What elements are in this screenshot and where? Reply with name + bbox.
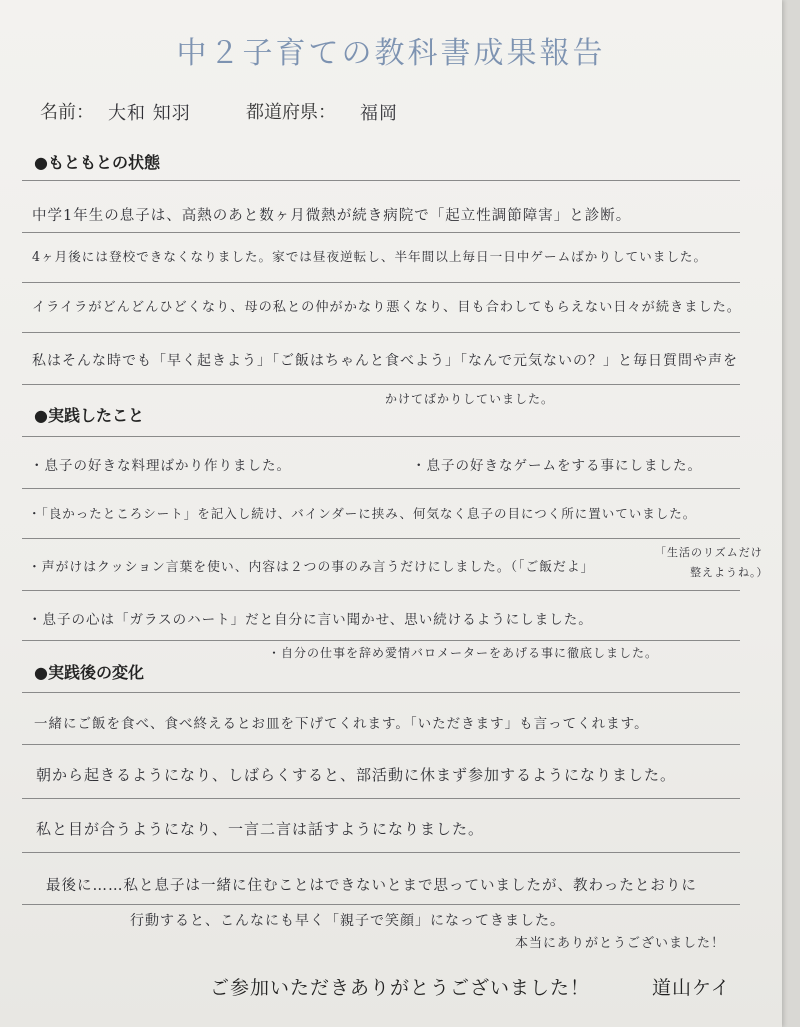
ruled-line xyxy=(22,332,740,333)
ruled-line xyxy=(22,640,740,641)
section-heading-practice: ●実践したこと xyxy=(34,406,144,425)
name-value: 大和 知羽 xyxy=(108,103,191,124)
ruled-line xyxy=(22,852,740,853)
ruled-line xyxy=(22,590,740,591)
ruled-line xyxy=(22,798,740,799)
ruled-line xyxy=(22,232,740,233)
ruled-line xyxy=(22,282,740,283)
handwritten-line: イライラがどんどんひどくなり、母の私との仲がかなり悪くなり、目も合わしてもらえない日々が続きました。 xyxy=(32,300,741,315)
prefecture-value: 福岡 xyxy=(360,103,398,124)
handwritten-line: 私はそんな時でも「早く起きよう」「ご飯はちゃんと食べよう」「なんで元気ないの？」と毎日質問や声を xyxy=(32,353,738,369)
handwritten-line: ・息子の心は「ガラスのハート」だと自分に言い聞かせ、思い続けるようにしました。 xyxy=(28,612,593,628)
ruled-line xyxy=(22,538,740,539)
handwritten-line: ・「良かったところシート」を記入し続け、バインダーに挟み、何気なく息子の目につく所に置いていました。 xyxy=(28,506,697,521)
ruled-line xyxy=(22,904,740,905)
ruled-line xyxy=(22,180,740,181)
handwritten-line: ・息子の好きな料理ばかり作りました。 xyxy=(30,458,291,474)
handwritten-line: ・自分の仕事を辞め愛情バロメーターをあげる事に徹底しました。 xyxy=(268,646,659,660)
handwritten-line: 4ヶ月後には登校できなくなりました。家では昼夜逆転し、半年間以上毎日一日中ゲームばかりしていました。 xyxy=(32,249,708,264)
handwritten-line: 「生活のリズムだけ xyxy=(655,546,763,559)
handwritten-line: かけてばかりしていました。 xyxy=(385,392,555,406)
handwritten-line: 中学1年生の息子は、高熱のあと数ヶ月微熱が続き病院で「起立性調節障害」と診断。 xyxy=(32,208,632,224)
handwritten-line: 整えようね。） xyxy=(690,566,769,579)
handwritten-line: 朝から起きるようになり、しばらくすると、部活動に休まず参加するようになりました。 xyxy=(36,766,677,784)
ruled-line xyxy=(22,488,740,489)
handwritten-line: 最後に……私と息子は一緒に住むことはできないとまで思っていましたが、教わったとおりに xyxy=(46,878,697,894)
handwritten-line: 行動すると、こんなにも早く「親子で笑顔」になってきました。 xyxy=(130,913,565,929)
name-label: 名前： xyxy=(40,102,94,123)
footer-thanks: ご参加いただきありがとうございました！ xyxy=(210,977,591,999)
ruled-line xyxy=(22,692,740,693)
prefecture-label: 都道府県： xyxy=(246,102,336,123)
page-title: 中２子育ての教科書成果報告 xyxy=(176,36,606,71)
section-heading-original-state: ●もともとの状態 xyxy=(34,153,160,172)
section-heading-after-change: ●実践後の変化 xyxy=(34,663,144,682)
footer-author: 道山ケイ xyxy=(652,977,731,999)
ruled-line xyxy=(22,744,740,745)
handwritten-line: 本当にありがとうございました！ xyxy=(515,936,726,951)
handwritten-line: ・息子の好きなゲームをする事にしました。 xyxy=(412,458,702,474)
ruled-line xyxy=(22,384,740,385)
handwritten-line: ・声がけはクッション言葉を使い、内容は２つの事のみ言うだけにしました。（「ご飯だよ」 xyxy=(28,560,595,575)
handwritten-line: 一緒にご飯を食べ、食べ終えるとお皿を下げてくれます。「いただきます」も言ってくれます。 xyxy=(34,716,649,732)
handwritten-line: 私と目が合うようになり、一言二言は話すようになりました。 xyxy=(36,820,485,838)
ruled-line xyxy=(22,436,740,437)
